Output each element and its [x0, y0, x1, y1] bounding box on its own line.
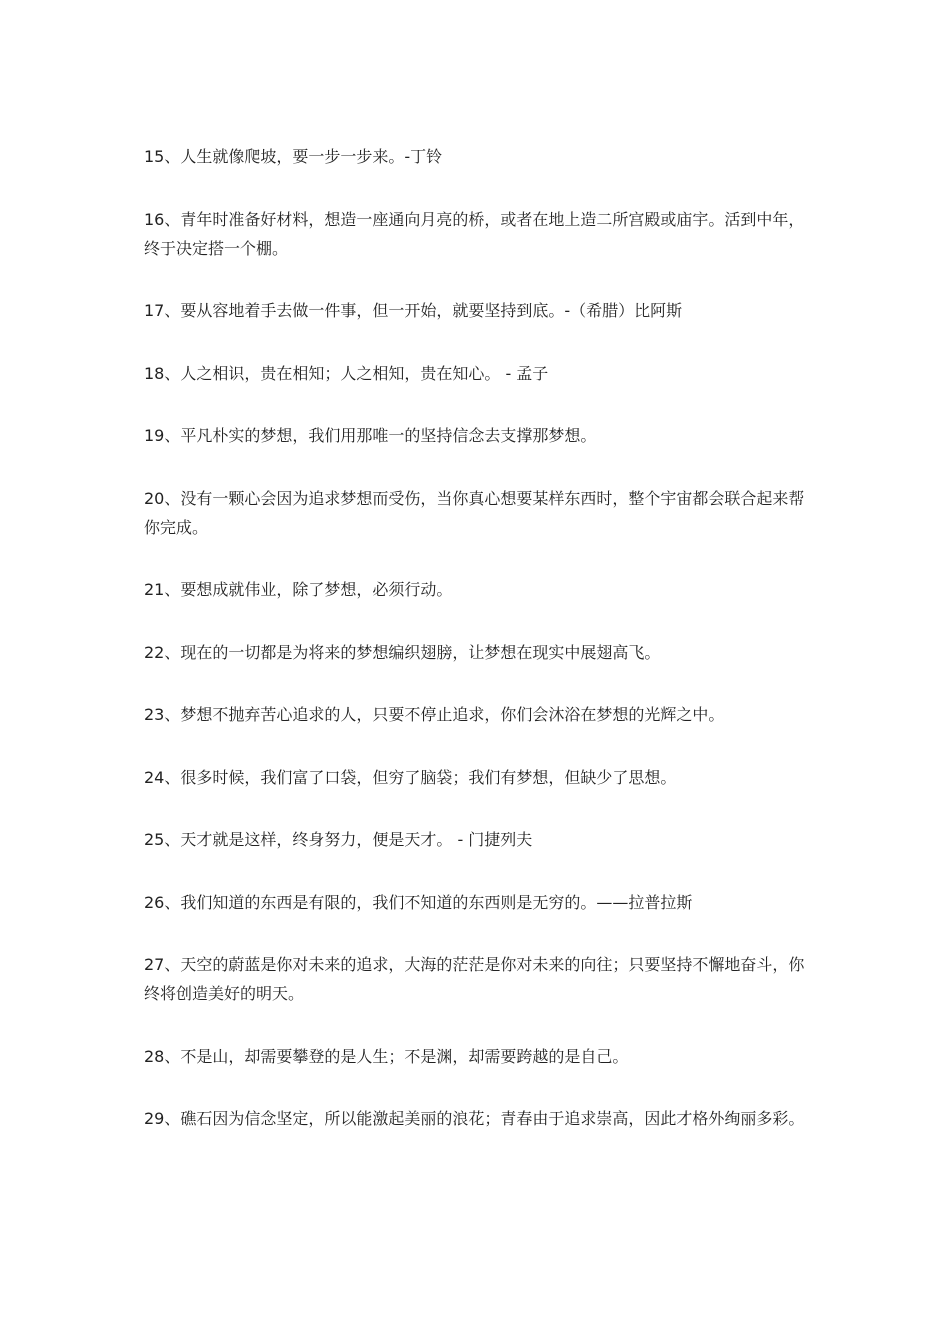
quote-item: 19、平凡朴实的梦想，我们用那唯一的坚持信念去支撑那梦想。: [144, 426, 597, 445]
quote-item: 21、要想成就伟业，除了梦想，必须行动。: [144, 580, 453, 599]
quote-list: [144, 142, 814, 1167]
quote-item: 26、我们知道的东西是有限的，我们不知道的东西则是无穷的。——拉普拉斯: [144, 892, 693, 912]
quote-item: 24、很多时候，我们富了口袋，但穷了脑袋；我们有梦想，但缺少了思想。: [144, 767, 677, 787]
quote-item: 25、天才就是这样，终身努力，便是天才。 - 门捷列夫: [144, 830, 533, 849]
quote-item: 27、天空的蔚蓝是你对未来的追求，大海的茫茫是你对未来的向往；只要坚持不懈地奋斗，你终将创造美好的明天。: [144, 955, 805, 1003]
quote-item: 18、人之相识，贵在相知；人之相知，贵在知心。 - 孟子: [144, 363, 549, 383]
quote-item: 28、不是山，却需要攀登的是人生；不是渊，却需要跨越的是自己。: [144, 1046, 629, 1066]
quote-item: 20、没有一颗心会因为追求梦想而受伤，当你真心想要某样东西时，整个宇宙都会联合起来帮你完成。: [144, 488, 805, 537]
quote-item: 29、礁石因为信念坚定，所以能激起美丽的浪花；青春由于追求崇高，因此才格外绚丽多彩。: [144, 1109, 805, 1128]
quote-item: 22、现在的一切都是为将来的梦想编织翅膀，让梦想在现实中展翅高飞。: [144, 642, 661, 662]
quote-item: 23、梦想不抛弃苦心追求的人，只要不停止追求，你们会沐浴在梦想的光辉之中。: [144, 705, 725, 724]
quote-item: 16、青年时准备好材料，想造一座通向月亮的桥，或者在地上造二所宫殿或庙宇。活到中年，终于决定搭一个棚。: [144, 209, 805, 258]
quote-item: 15、人生就像爬坡，要一步一步来。-丁铃: [144, 147, 443, 166]
quote-item: 17、要从容地着手去做一件事，但一开始，就要坚持到底。-（希腊）比阿斯: [144, 301, 683, 320]
